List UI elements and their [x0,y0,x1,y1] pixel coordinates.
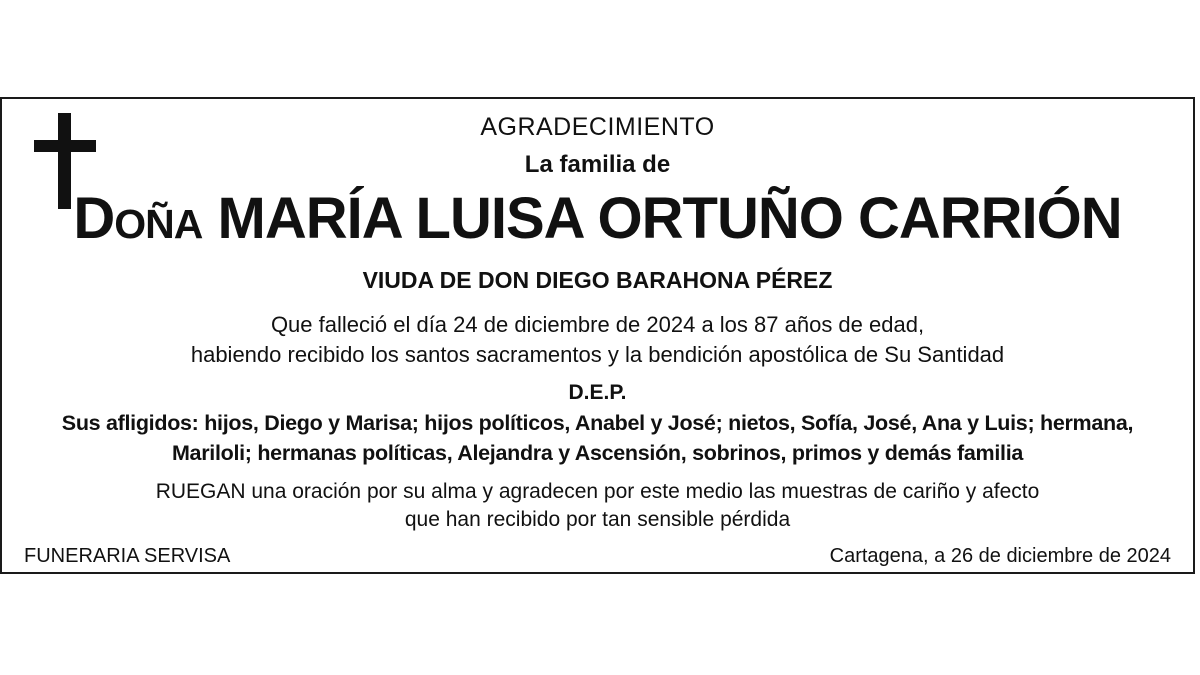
deceased-name-line [2,185,1193,252]
request-line: que han recibido por tan sensible pérdida [404,508,791,531]
dep-text: D.E.P. [568,381,627,404]
place-date: Cartagena, a 26 de diciembre de 2024 [829,545,1171,567]
notice-subheading: La familia de [524,151,671,178]
body-line: Que falleció el día 24 de diciembre de 2024 a los 87 años de edad, [270,312,925,337]
obituary-notice [0,97,1195,574]
mourners-line: Sus afligidos: hijos, Diego y Marisa; hijos políticos, Anabel y José; nietos, Sofía, José, Ana y Luis; hermana, [61,411,1134,435]
request-line: RUEGAN una oración por su alma y agradecen por este medio las muestras de cariño y afecto [155,480,1040,503]
funeral-home: FUNERARIA SERVISA [24,545,231,567]
widow-line: VIUDA DE DON DIEGO BARAHONA PÉREZ [362,267,833,293]
deceased-name: MARÍA LUISA ORTUÑO CARRIÓN [217,186,1122,251]
name-prefix: Doña [73,186,203,251]
mourners-line: Mariloli; hermanas políticas, Alejandra y Ascensión, sobrinos, primos y demás familia [171,441,1024,465]
notice-heading: AGRADECIMIENTO [480,113,715,141]
body-line: habiendo recibido los santos sacramentos y la bendición apostólica de Su Santidad [190,342,1005,367]
